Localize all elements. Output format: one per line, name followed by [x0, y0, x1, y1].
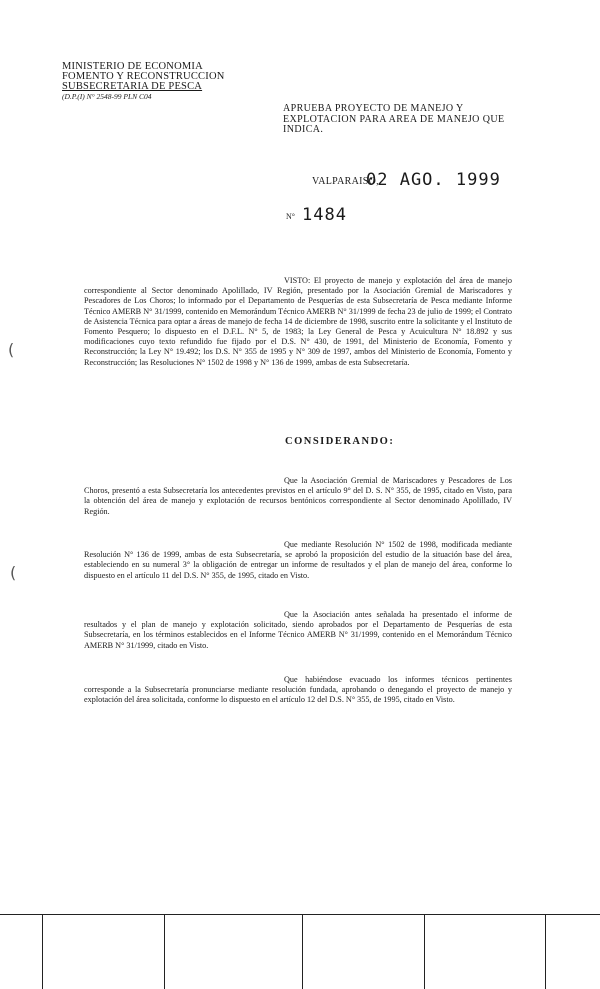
considerando-text: Que la Asociación antes señalada ha presentado el informe de resultados y el plan de manejo y explotación solicitado, siendo aprobados por el Departamento de Pesquerías de esta Subsecretaría, en los términos establecidos en el Informe Técnico AMERB N° 31/1999, contenido en el Memorándum Técnico AMERB N° 31/1999, citado en Visto. — [84, 610, 512, 650]
date-stamp: 02 AGO. 1999 — [366, 170, 501, 190]
reference-code: (D.P.(I) N° 2548-99 PLN C04 — [62, 92, 152, 101]
grid-divider — [42, 915, 43, 989]
considerando-paragraph-1 — [84, 476, 512, 517]
visto-paragraph — [84, 276, 512, 368]
header-line-3: SUBSECRETARIA DE PESCA — [62, 81, 203, 92]
grid-divider — [164, 915, 165, 989]
punch-hole-mark-icon: ( — [8, 340, 15, 359]
header-line-1: MINISTERIO DE ECONOMIA — [62, 61, 203, 72]
considerando-heading: CONSIDERANDO: — [285, 436, 395, 447]
footer-table-grid — [0, 914, 600, 989]
considerando-paragraph-3 — [84, 610, 512, 651]
considerando-text: Que la Asociación Gremial de Mariscadores y Pescadores de Los Choros, presentó a esta Subsecretaría los antecedentes previstos en el artículo 9° del D. S. N° 355, de 1995, citado en Visto, para la obtención del área de manejo y explotación de recursos bentónicos correspondiente al Sector denominado Apolillado, IV Región. — [84, 476, 512, 516]
place-label: VALPARAISO, — [312, 176, 379, 187]
header-line-2: FOMENTO Y RECONSTRUCCION — [62, 71, 225, 82]
punch-hole-mark-icon: ( — [10, 563, 17, 582]
grid-divider — [302, 915, 303, 989]
grid-divider — [545, 915, 546, 989]
considerando-paragraph-4 — [84, 675, 512, 706]
considerando-text: Que habiéndose evacuado los informes técnicos pertinentes corresponde a la Subsecretaría pronunciarse mediante resolución fundada, aprobando o denegando el proyecto de manejo y explotación del área solicitada, conforme lo dispuesto en el artículo 12 del D.S. N° 355, de 1995, citado en Visto. — [84, 675, 512, 705]
resolution-subject: APRUEBA PROYECTO DE MANEJO Y EXPLOTACION PARA AREA DE MANEJO QUE INDICA. — [283, 103, 505, 135]
grid-divider — [424, 915, 425, 989]
resolution-number: 1484 — [302, 205, 347, 225]
number-label: N° — [286, 212, 295, 221]
considerando-paragraph-2 — [84, 540, 512, 581]
ministry-header — [62, 62, 225, 102]
considerando-text: Que mediante Resolución N° 1502 de 1998, modificada mediante Resolución N° 136 de 1999, ambas de esta Subsecretaría, se aprobó la proposición del estudio de la situación base del área, estableciendo en su numeral 3° la obligación de entregar un informe de resultados y el plan de manejo del área, conforme lo dispuesto en el artículo 11 del D.S. N° 355, de 1995, citado en Visto. — [84, 540, 512, 580]
visto-text: VISTO: El proyecto de manejo y explotación del área de manejo correspondiente al Sector denominado Apolillado, IV Región, presentado por la Asociación Gremial de Mariscadores y Pescadores de Los Choros; lo informado por el Departamento de Pesquerías de esta Subsecretaría de Pesca mediante Informe Técnico AMERB N° 31/1999, contenido en Memorándum Técnico AMERB N° 31/1999 de fecha 23 de julio de 1999; el Contrato de Asistencia Técnica para optar a áreas de manejo de fecha 14 de diciembre de 1998, suscrito entre la solicitante y el Instituto de Fomento Pesquero; lo dispuesto en el D.F.L. N° 5, de 1983; la Ley General de Pesca y Acuicultura N° 18.892 y sus modificaciones cuyo texto refundido fue fijado por el D.S. N° 430, de 1991, del Ministerio de Economía, Fomento y Reconstrucción; la Ley N° 19.492; los D.S. N° 355 de 1995 y N° 309 de 1997, ambos del Ministerio de Economía, Fomento y Reconstrucción; las Resoluciones N° 1502 de 1998 y N° 136 de 1999, ambas de esta Subsecretaría. — [84, 276, 512, 367]
